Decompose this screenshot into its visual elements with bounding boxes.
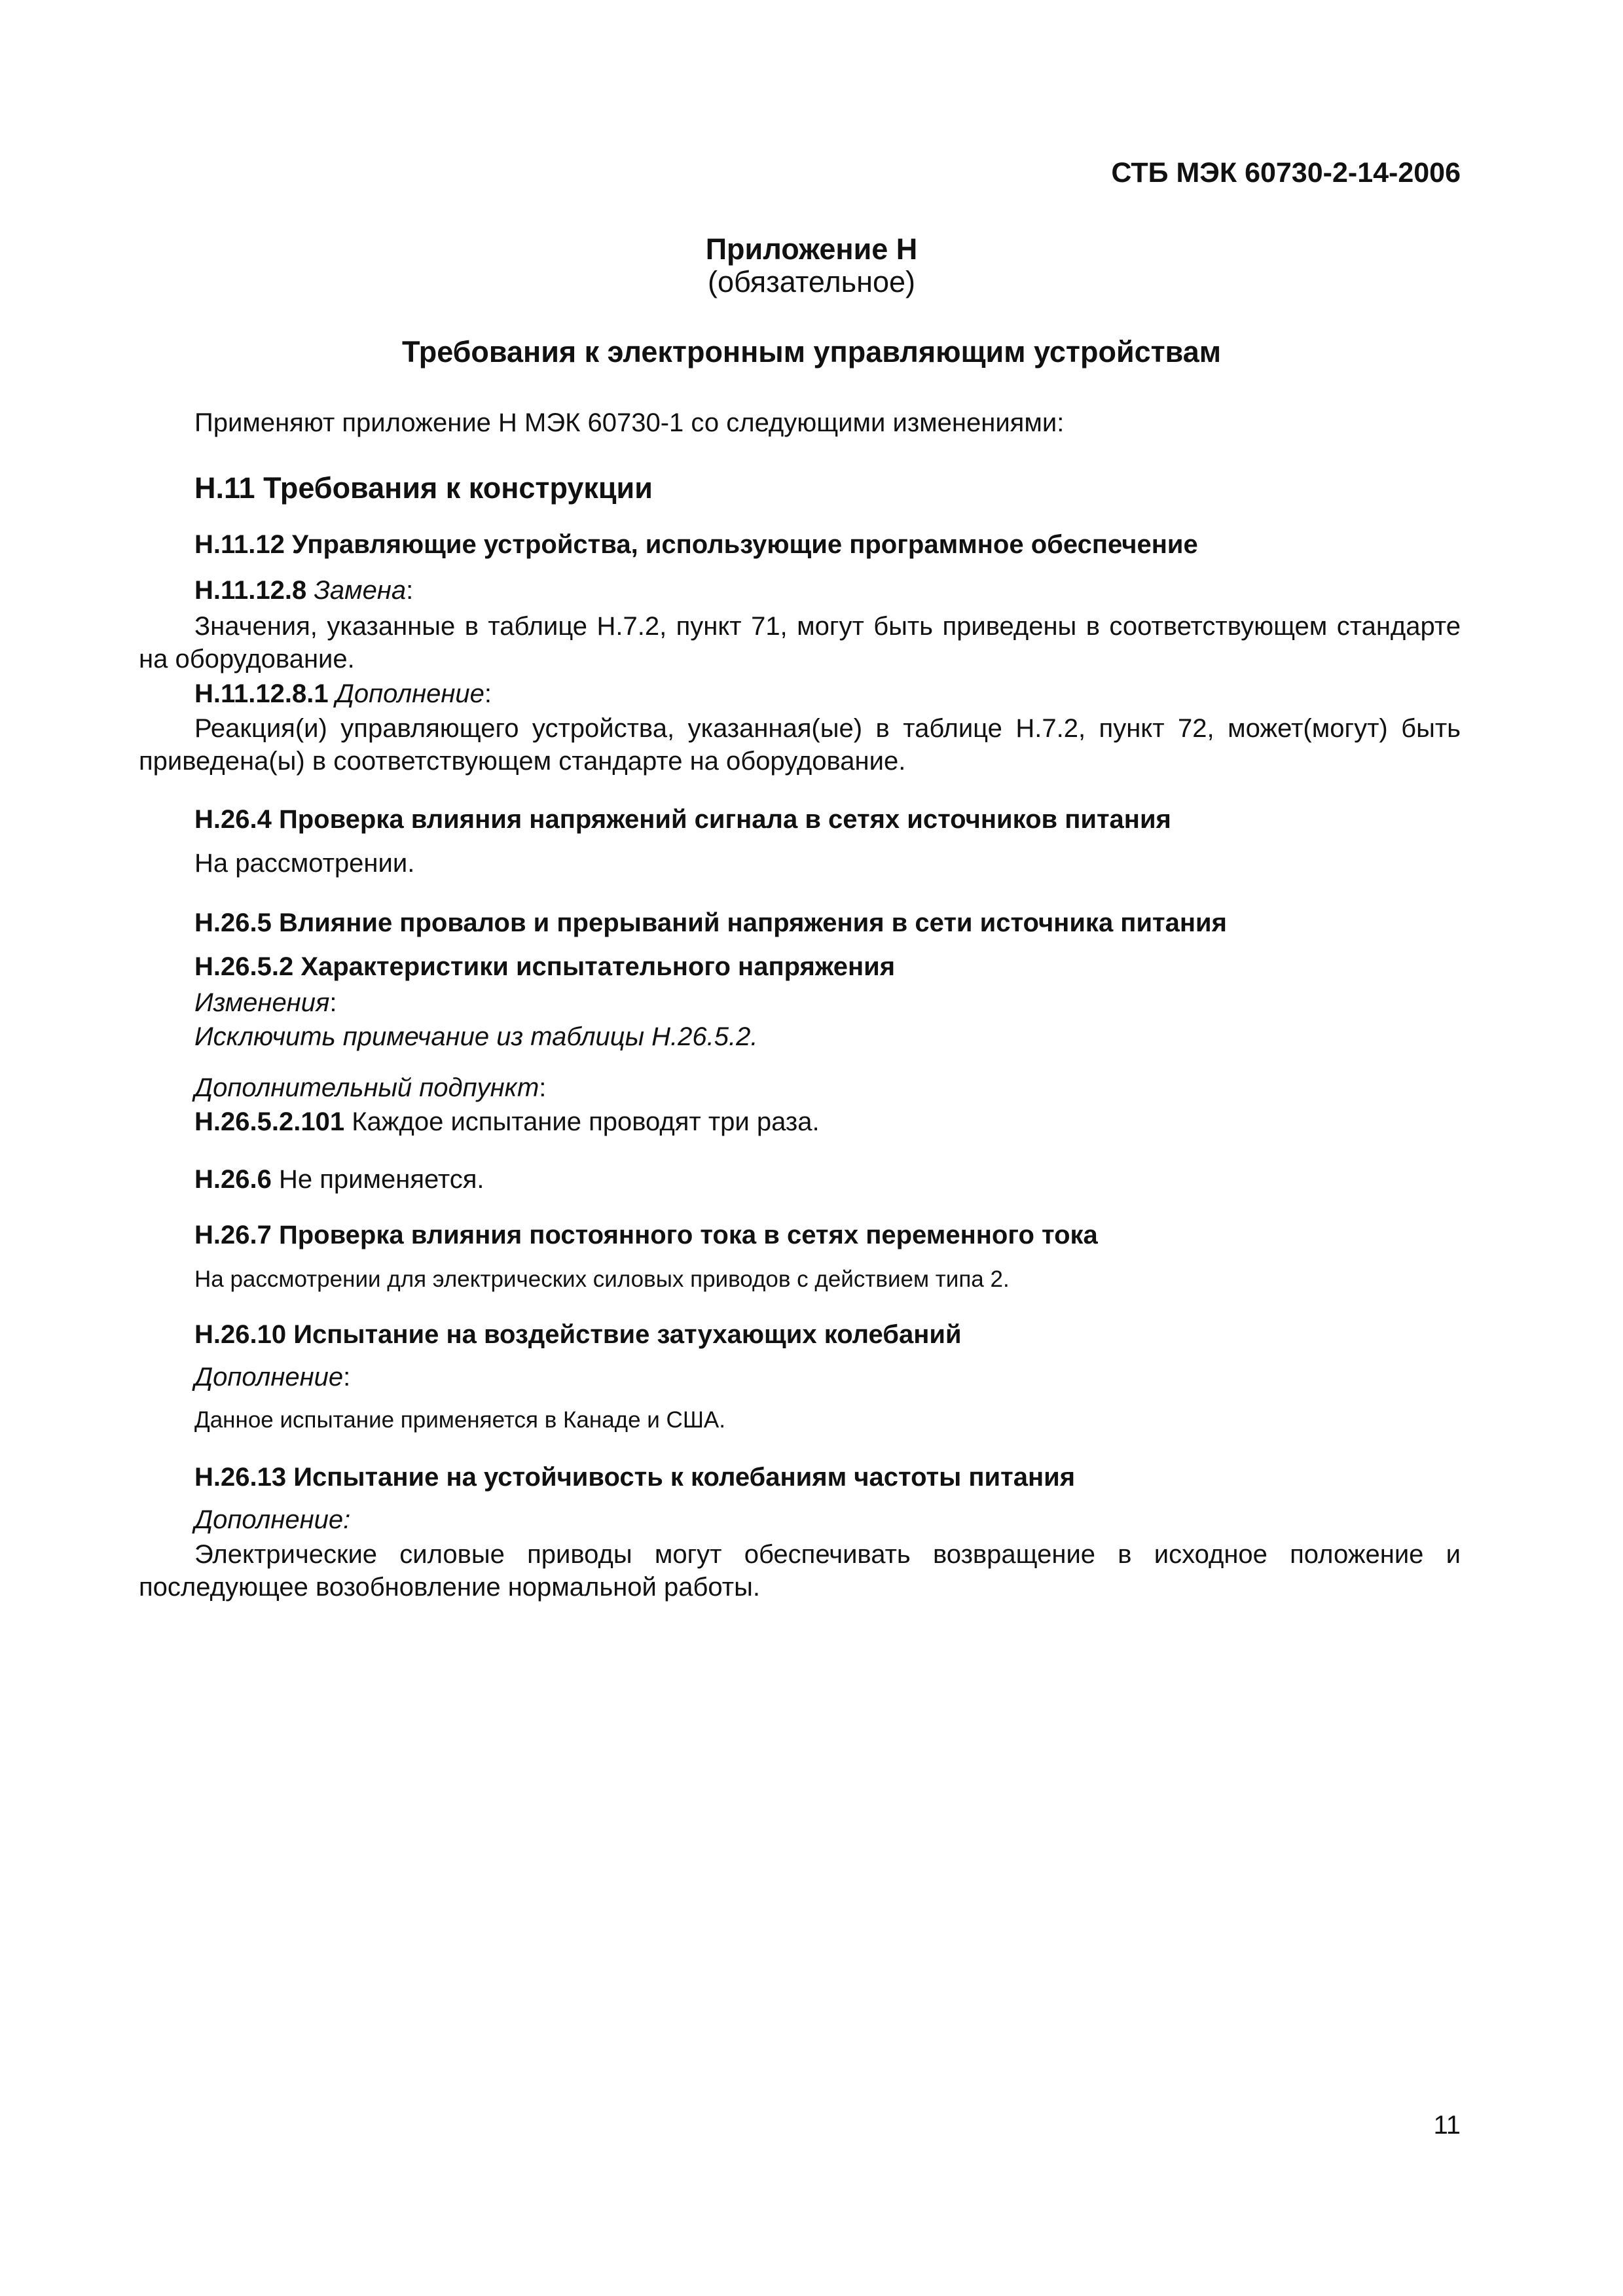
section-h11128-text: Значения, указанные в таблице Н.7.2, пункт 71, могут быть приведены в соответствующем стандарте на оборудование. (139, 612, 1461, 673)
section-number: Н.11.12.8 (194, 576, 307, 605)
section-number: Н.11.12.8.1 (194, 679, 329, 708)
section-h2613-text: Электрические силовые приводы могут обеспечивать возвращение в исходное положение и последующее возобновление нормальной работы. (139, 1540, 1461, 1602)
additional-subclause-line (194, 1073, 1461, 1103)
page-number: 11 (1433, 2111, 1461, 2140)
document-code: СТБ МЭК 60730-2-14-2006 (1111, 157, 1461, 188)
colon: : (539, 1073, 547, 1102)
colon: : (329, 988, 337, 1017)
colon: : (406, 576, 414, 605)
section-text: Не применяется. (278, 1165, 484, 1194)
annex-title: Приложение Н (705, 232, 918, 266)
section-h1112-heading: Н.11.12 Управляющие устройства, использующие программное обеспечение (194, 530, 1198, 559)
section-h2610-text: Данное испытание применяется в Канаде и США. (194, 1407, 725, 1433)
section-h2610-heading: Н.26.10 Испытание на воздействие затухающих колебаний (194, 1320, 962, 1349)
changes-text: Исключить примечание из таблицы Н.26.5.2. (194, 1022, 758, 1051)
section-number: Н.26.6 (194, 1165, 272, 1194)
section-h111281-text: Реакция(и) управляющего устройства, указанная(ые) в таблице Н.7.2, пункт 72, может(могут) быть приведена(ы) в соответствующем стандарте на оборудование. (139, 714, 1461, 776)
changes-label: Изменения (194, 988, 330, 1017)
section-h267-text: На рассмотрении для электрических силовых приводов с действием типа 2. (194, 1266, 1010, 1292)
section-text: Каждое испытание проводят три раза. (352, 1107, 820, 1136)
amendment-label: Дополнение (335, 679, 484, 708)
section-h266-line (194, 1165, 1461, 1194)
colon: : (343, 1363, 351, 1391)
addition-label: Дополнение (194, 1363, 344, 1391)
intro-text: Применяют приложение Н МЭК 60730-1 со следующими изменениями: (194, 408, 1065, 437)
section-h265-heading: Н.26.5 Влияние провалов и прерываний напряжения в сети источника питания (194, 908, 1227, 937)
section-h267-heading: Н.26.7 Проверка влияния постоянного тока в сетях переменного тока (194, 1221, 1098, 1249)
section-h264-text: На рассмотрении. (194, 849, 415, 878)
annex-subtitle: (обязательное) (707, 265, 916, 298)
section-h2613-label: Дополнение: (194, 1505, 351, 1534)
section-h2652101-line (194, 1107, 1461, 1137)
changes-line (194, 988, 1461, 1018)
section-h2652-heading: Н.26.5.2 Характеристики испытательного напряжения (194, 952, 896, 981)
section-h111281-line (194, 679, 1461, 709)
section-h11-heading: Н.11 Требования к конструкции (194, 471, 653, 505)
section-h2613-heading: Н.26.13 Испытание на устойчивость к колебаниям частоты питания (194, 1463, 1076, 1492)
amendment-label: Замена (314, 576, 407, 605)
colon: : (484, 679, 492, 708)
section-h264-heading: Н.26.4 Проверка влияния напряжений сигнала в сетях источников питания (194, 805, 1171, 834)
section-h2610-label-line (194, 1363, 1461, 1392)
main-title: Требования к электронным управляющим устройствам (401, 335, 1222, 368)
section-number: Н.26.5.2.101 (194, 1107, 345, 1136)
additional-label: Дополнительный подпункт (194, 1073, 539, 1102)
section-h11128-line (194, 576, 1461, 605)
